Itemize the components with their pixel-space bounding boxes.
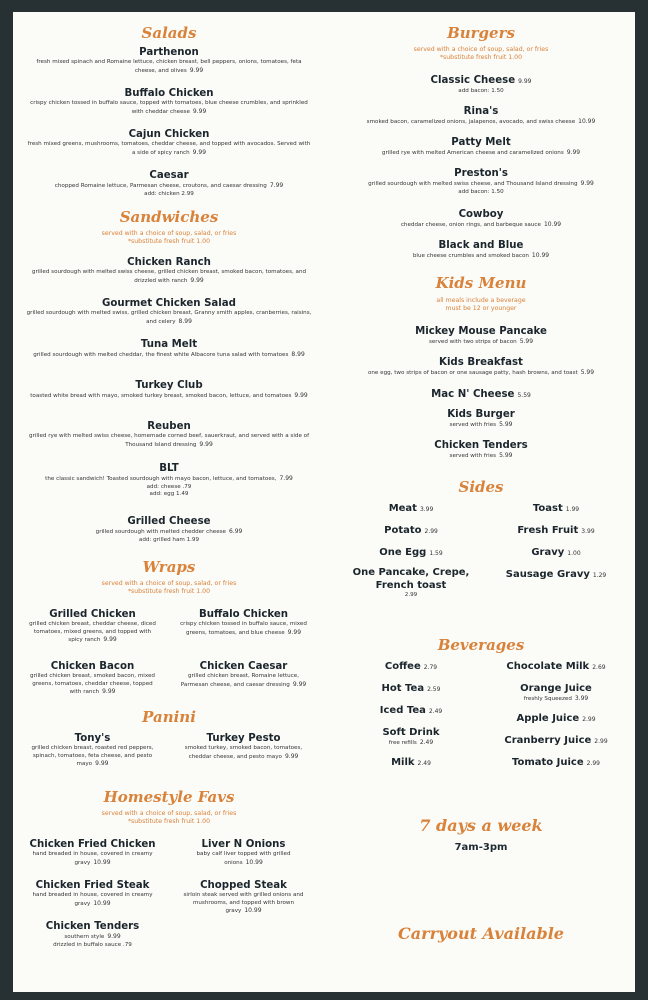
item-desc: free refills <box>388 740 417 746</box>
menu-item <box>331 356 631 378</box>
item-price: 10.99 <box>543 221 562 228</box>
menu-page <box>13 12 635 992</box>
item-name: Grilled Cheese <box>127 516 211 527</box>
menu-item <box>331 105 631 127</box>
menu-item <box>331 408 631 430</box>
menu-item <box>171 838 316 867</box>
menu-item <box>18 515 320 544</box>
item-name: One Pancake, Crepe, French toast <box>352 567 470 591</box>
item-desc: hand breaded in house, covered in creamy gravy <box>32 892 153 907</box>
homestyle-heading: Homestyle Favs <box>103 788 235 806</box>
item-name: Tuna Melt <box>140 339 198 350</box>
menu-item <box>20 879 165 908</box>
item-desc: grilled rye with melted swiss cheese, homemade corned beef, sauerkraut, and served with a side of Thousand Island dressing <box>28 433 310 448</box>
section-note: *substitute fresh fruit 1.00 <box>439 54 523 61</box>
menu-item <box>18 338 320 360</box>
item-price: 6.99 <box>229 528 243 535</box>
item-price: 9.99 <box>518 78 532 85</box>
panini-heading: Panini <box>142 708 196 726</box>
item-name: Kids Burger <box>447 409 515 420</box>
item-desc: sirloin steak served with grilled onions and mushrooms, and topped with brown gravy <box>183 892 304 915</box>
item-desc: smoked bacon, caramelized onions, jalapenos, avocado, and swiss cheese <box>366 119 576 125</box>
item-desc: smoked turkey, smoked bacon, tomatoes, cheddar cheese, and pesto mayo <box>184 745 303 760</box>
item-name: Chicken Tenders <box>434 440 528 451</box>
item-name: Preston's <box>454 168 508 179</box>
item-desc: crispy chicken tossed in buffalo sauce, topped with tomatoes, blue cheese crumbles, and sprinkled with cheddar cheese <box>30 100 308 115</box>
item-price: 10.99 <box>244 907 262 915</box>
item-name: Turkey Club <box>135 380 203 391</box>
item-price: 2.49 <box>419 739 434 746</box>
section-note: all meals include a beverage <box>436 297 526 304</box>
item-price: 1.29 <box>592 572 607 579</box>
item-desc: grilled sourdough with melted swiss cheese, and Thousand Island dressing <box>368 181 578 187</box>
beverage-item <box>486 682 626 704</box>
item-desc: served with fries <box>449 453 497 459</box>
section-note: served with a choice of soup, salad, or fries <box>413 46 549 53</box>
section-note: must be 12 or younger <box>445 305 517 312</box>
item-name: Iced Tea <box>379 705 426 716</box>
item-name: Cajun Chicken <box>128 129 210 140</box>
section-note: *substitute fresh fruit 1.00 <box>127 588 211 595</box>
item-price: 9.99 <box>189 66 204 74</box>
sandwiches-heading: Sandwiches <box>119 208 219 226</box>
item-price: 9.99 <box>580 180 594 187</box>
item-name: Fresh Fruit <box>517 525 579 536</box>
item-price: 2.99 <box>594 738 608 745</box>
item-price: 2.99 <box>424 528 438 535</box>
item-name: Rina's <box>463 106 499 117</box>
item-price: 8.99 <box>291 351 305 358</box>
item-desc: grilled sourdough with melted swiss cheese, grilled chicken breast, smoked bacon, tomatoes, and drizzled with ranch <box>31 269 307 284</box>
menu-item <box>18 128 320 157</box>
item-price: 5.59 <box>517 392 531 399</box>
beverages-heading: Beverages <box>437 636 525 654</box>
menu-item <box>171 732 316 761</box>
item-price: 10.99 <box>93 858 111 866</box>
item-name: Chicken Fried Chicken <box>29 839 156 850</box>
side-item <box>341 524 481 538</box>
side-item <box>486 546 626 560</box>
item-name: Buffalo Chicken <box>124 88 214 99</box>
burgers-heading: Burgers <box>447 24 515 42</box>
menu-item <box>331 74 631 96</box>
item-name: One Egg <box>379 547 427 558</box>
item-name: Sausage Gravy <box>505 569 590 580</box>
item-price: 9.99 <box>284 752 299 760</box>
item-name: Grilled Chicken <box>49 609 136 620</box>
item-desc: grilled sourdough with melted chedder cheese <box>95 529 226 535</box>
item-name: Potato <box>384 525 422 536</box>
salads-heading: Salads <box>141 24 197 42</box>
item-name: Tony's <box>74 733 111 744</box>
item-desc: freshly Squeezed <box>523 696 572 702</box>
hours-time: 7am-3pm <box>454 842 508 853</box>
menu-item <box>171 608 316 637</box>
item-price: 2.59 <box>427 686 441 693</box>
item-desc: baby calf liver topped with grilled onions <box>196 851 291 866</box>
item-desc: fresh mixed spinach and Romaine lettuce, chicken breast, bell peppers, onions, tomatoes, feta cheese, and olives <box>36 59 302 74</box>
beverage-item <box>341 682 481 696</box>
item-price: 9.99 <box>95 760 109 768</box>
item-price: 9.99 <box>287 628 302 636</box>
item-price: 9.99 <box>292 680 307 688</box>
item-price: 2.99 <box>404 592 418 598</box>
section-note: served with a choice of soup, salad, or fries <box>101 580 237 587</box>
menu-item <box>331 239 631 261</box>
section-note: *substitute fresh fruit 1.00 <box>127 238 211 245</box>
item-name: Orange Juice <box>520 683 592 694</box>
item-price: 10.99 <box>93 899 111 907</box>
beverage-item <box>486 756 626 770</box>
item-price: 8.99 <box>178 317 192 325</box>
item-name: Reuben <box>147 421 191 432</box>
item-price: 1.99 <box>565 506 580 513</box>
beverage-item <box>486 734 626 748</box>
menu-item <box>18 379 320 401</box>
item-name: Liver N Onions <box>201 839 286 850</box>
section-note: *substitute fresh fruit 1.00 <box>127 818 211 825</box>
item-price: 9.99 <box>199 440 213 448</box>
item-desc: grilled sourdough with melted swiss, grilled chicken breast, Granny smith apples, cranberries, raisins, and celery <box>26 310 312 325</box>
item-price: 1.00 <box>567 550 581 557</box>
item-price: 10.99 <box>578 118 596 125</box>
menu-item <box>331 388 631 402</box>
item-price: 5.99 <box>580 369 595 376</box>
item-name: Black and Blue <box>438 240 524 251</box>
item-name: Patty Melt <box>451 137 511 148</box>
menu-item <box>331 208 631 230</box>
item-name: Cranberry Juice <box>504 735 592 746</box>
item-price: 9.99 <box>190 276 204 284</box>
item-name: Chocolate Milk <box>506 661 590 672</box>
item-desc: served with two strips of bacon <box>428 339 517 345</box>
menu-item <box>20 920 165 949</box>
beverage-item <box>341 756 481 770</box>
menu-item <box>18 169 320 198</box>
item-price: 7.99 <box>269 182 284 189</box>
item-addon: add: grilled ham 1.99 <box>138 536 200 543</box>
item-name: Caesar <box>149 170 189 181</box>
item-desc: cheddar cheese, onion rings, and barbeque sauce <box>400 222 541 228</box>
item-price: 2.99 <box>582 716 596 723</box>
item-name: Mickey Mouse Pancake <box>415 326 547 337</box>
kids-menu-heading: Kids Menu <box>435 274 527 292</box>
item-addon: add bacon: 1.50 <box>458 88 504 94</box>
item-name: Chicken Fried Steak <box>35 880 150 891</box>
item-addon: add: egg 1.49 <box>149 491 189 498</box>
item-name: Gourmet Chicken Salad <box>102 298 236 309</box>
menu-item <box>18 462 320 499</box>
item-desc: served with fries <box>449 422 497 428</box>
item-name: Buffalo Chicken <box>198 609 289 620</box>
beverage-item <box>341 660 481 674</box>
menu-item <box>18 87 320 116</box>
menu-item <box>20 732 165 769</box>
item-price: 2.99 <box>586 760 600 767</box>
item-name: Classic Cheese <box>430 75 516 86</box>
wraps-heading: Wraps <box>142 558 196 576</box>
item-desc: grilled sourdough with melted cheddar, the finest white Albacore tuna salad with tomatoes <box>33 352 289 358</box>
item-addon: add: chicken 2.99 <box>144 190 194 197</box>
item-price: 7.99 <box>279 475 293 482</box>
section-note: served with a choice of soup, salad, or fries <box>101 810 237 817</box>
side-item <box>486 502 626 516</box>
item-price: 1.59 <box>429 550 443 557</box>
item-name: Milk <box>391 757 415 768</box>
beverage-item <box>341 704 481 718</box>
beverage-item <box>341 726 481 748</box>
beverage-item <box>486 660 626 674</box>
item-name: Apple Juice <box>516 713 580 724</box>
item-name: Meat <box>388 503 417 514</box>
item-name: Coffee <box>384 661 421 672</box>
item-price: 9.99 <box>103 636 117 644</box>
menu-item <box>171 660 316 689</box>
item-name: Kids Breakfast <box>439 357 523 368</box>
menu-item <box>18 256 320 285</box>
item-addon: add: cheese .79 <box>146 483 192 490</box>
menu-item <box>331 325 631 347</box>
item-desc: one egg, two strips of bacon or one sausage patty, hash browns, and toast <box>367 370 578 376</box>
menu-item <box>18 297 320 326</box>
item-name: Tomato Juice <box>512 757 584 768</box>
menu-item <box>331 439 631 461</box>
item-name: Hot Tea <box>381 683 425 694</box>
item-price: 9.99 <box>102 688 116 696</box>
item-price: 2.79 <box>423 664 438 671</box>
item-addon: drizzled in buffalo sauce .79 <box>53 941 132 948</box>
item-price: 9.99 <box>192 148 207 156</box>
item-addon: add bacon: 1.50 <box>458 188 504 195</box>
menu-item <box>18 46 320 75</box>
item-name: Turkey Pesto <box>206 733 281 744</box>
side-item <box>486 524 626 538</box>
item-name: Chopped Steak <box>200 880 287 891</box>
item-name: Chicken Tenders <box>45 921 140 932</box>
section-note: served with a choice of soup, salad, or fries <box>101 230 237 237</box>
item-price: 10.99 <box>245 858 263 866</box>
item-price: 2.49 <box>428 708 443 715</box>
item-price: 2.69 <box>592 664 606 671</box>
side-item <box>341 502 481 516</box>
menu-item <box>20 838 165 867</box>
item-price: 5.99 <box>499 452 513 459</box>
item-desc: grilled rye with melted American cheese and caramelized onions <box>381 150 564 156</box>
item-price: 9.99 <box>192 107 207 115</box>
item-price: 3.99 <box>574 695 589 702</box>
item-price: 9.99 <box>566 149 581 156</box>
item-price: 10.99 <box>531 252 550 259</box>
item-desc: hand breaded in house, covered in creamy gravy <box>32 851 153 866</box>
item-desc: grilled chicken breast, cheddar cheese, diced tomatoes, mixed greens, and topped with spicy ranch <box>29 621 156 644</box>
item-name: Toast <box>532 503 563 514</box>
menu-item <box>331 167 631 196</box>
carryout-label: Carryout Available <box>398 924 564 943</box>
item-price: 9.99 <box>107 933 121 940</box>
item-name: Chicken Ranch <box>127 257 211 268</box>
side-item <box>486 568 626 582</box>
item-price: 3.99 <box>419 506 434 513</box>
menu-item <box>171 879 316 916</box>
item-desc: chopped Romaine lettuce, Parmesan cheese, croutons, and caesar dressing <box>54 183 267 189</box>
item-name: Mac N' Cheese <box>431 389 515 400</box>
item-desc: blue cheese crumbles and smoked bacon <box>412 253 529 259</box>
menu-item <box>18 420 320 449</box>
item-desc: grilled chicken breast, smoked bacon, mixed greens, tomatoes, cheddar cheese, topped with ranch <box>30 673 155 696</box>
beverage-item <box>486 712 626 726</box>
item-desc: crispy chicken tossed in buffalo sauce, mixed greens, tomatoes, and blue cheese <box>180 621 307 636</box>
item-name: BLT <box>159 463 179 474</box>
item-price: 3.99 <box>581 528 595 535</box>
item-price: 2.49 <box>417 760 431 767</box>
item-desc: fresh mixed greens, mushrooms, tomatoes, cheddar cheese, and topped with avocados. Served with a side of spicy ranch <box>27 141 311 156</box>
sides-heading: Sides <box>458 478 504 496</box>
item-name: Parthenon <box>139 47 199 58</box>
item-name: Gravy <box>531 547 565 558</box>
menu-item <box>20 608 165 645</box>
menu-item <box>20 660 165 697</box>
item-name: Chicken Bacon <box>50 661 135 672</box>
item-desc: the classic sandwich! Toasted sourdough with mayo bacon, lettuce, and tomatoes, <box>45 476 277 482</box>
item-name: Chicken Caesar <box>199 661 288 672</box>
menu-item <box>331 136 631 158</box>
hours-heading: 7 days a week <box>419 816 543 835</box>
item-price: 5.99 <box>519 338 534 345</box>
item-price: 5.99 <box>499 421 513 428</box>
item-price: 9.99 <box>294 392 308 399</box>
item-name: Cowboy <box>458 209 504 220</box>
item-desc: toasted white bread with mayo, smoked turkey breast, smoked bacon, lettuce, and tomatoes <box>30 393 292 399</box>
item-desc: grilled chicken breast, roasted red peppers, spinach, tomatoes, feta cheese, and pesto mayo <box>31 745 154 768</box>
item-desc: southern style <box>64 934 105 940</box>
side-item <box>341 546 481 560</box>
side-item <box>341 566 481 600</box>
item-desc: grilled chicken breast, Romaine lettuce, Parmesan cheese, and caesar dressing <box>180 673 300 688</box>
item-name: Soft Drink <box>382 727 440 738</box>
